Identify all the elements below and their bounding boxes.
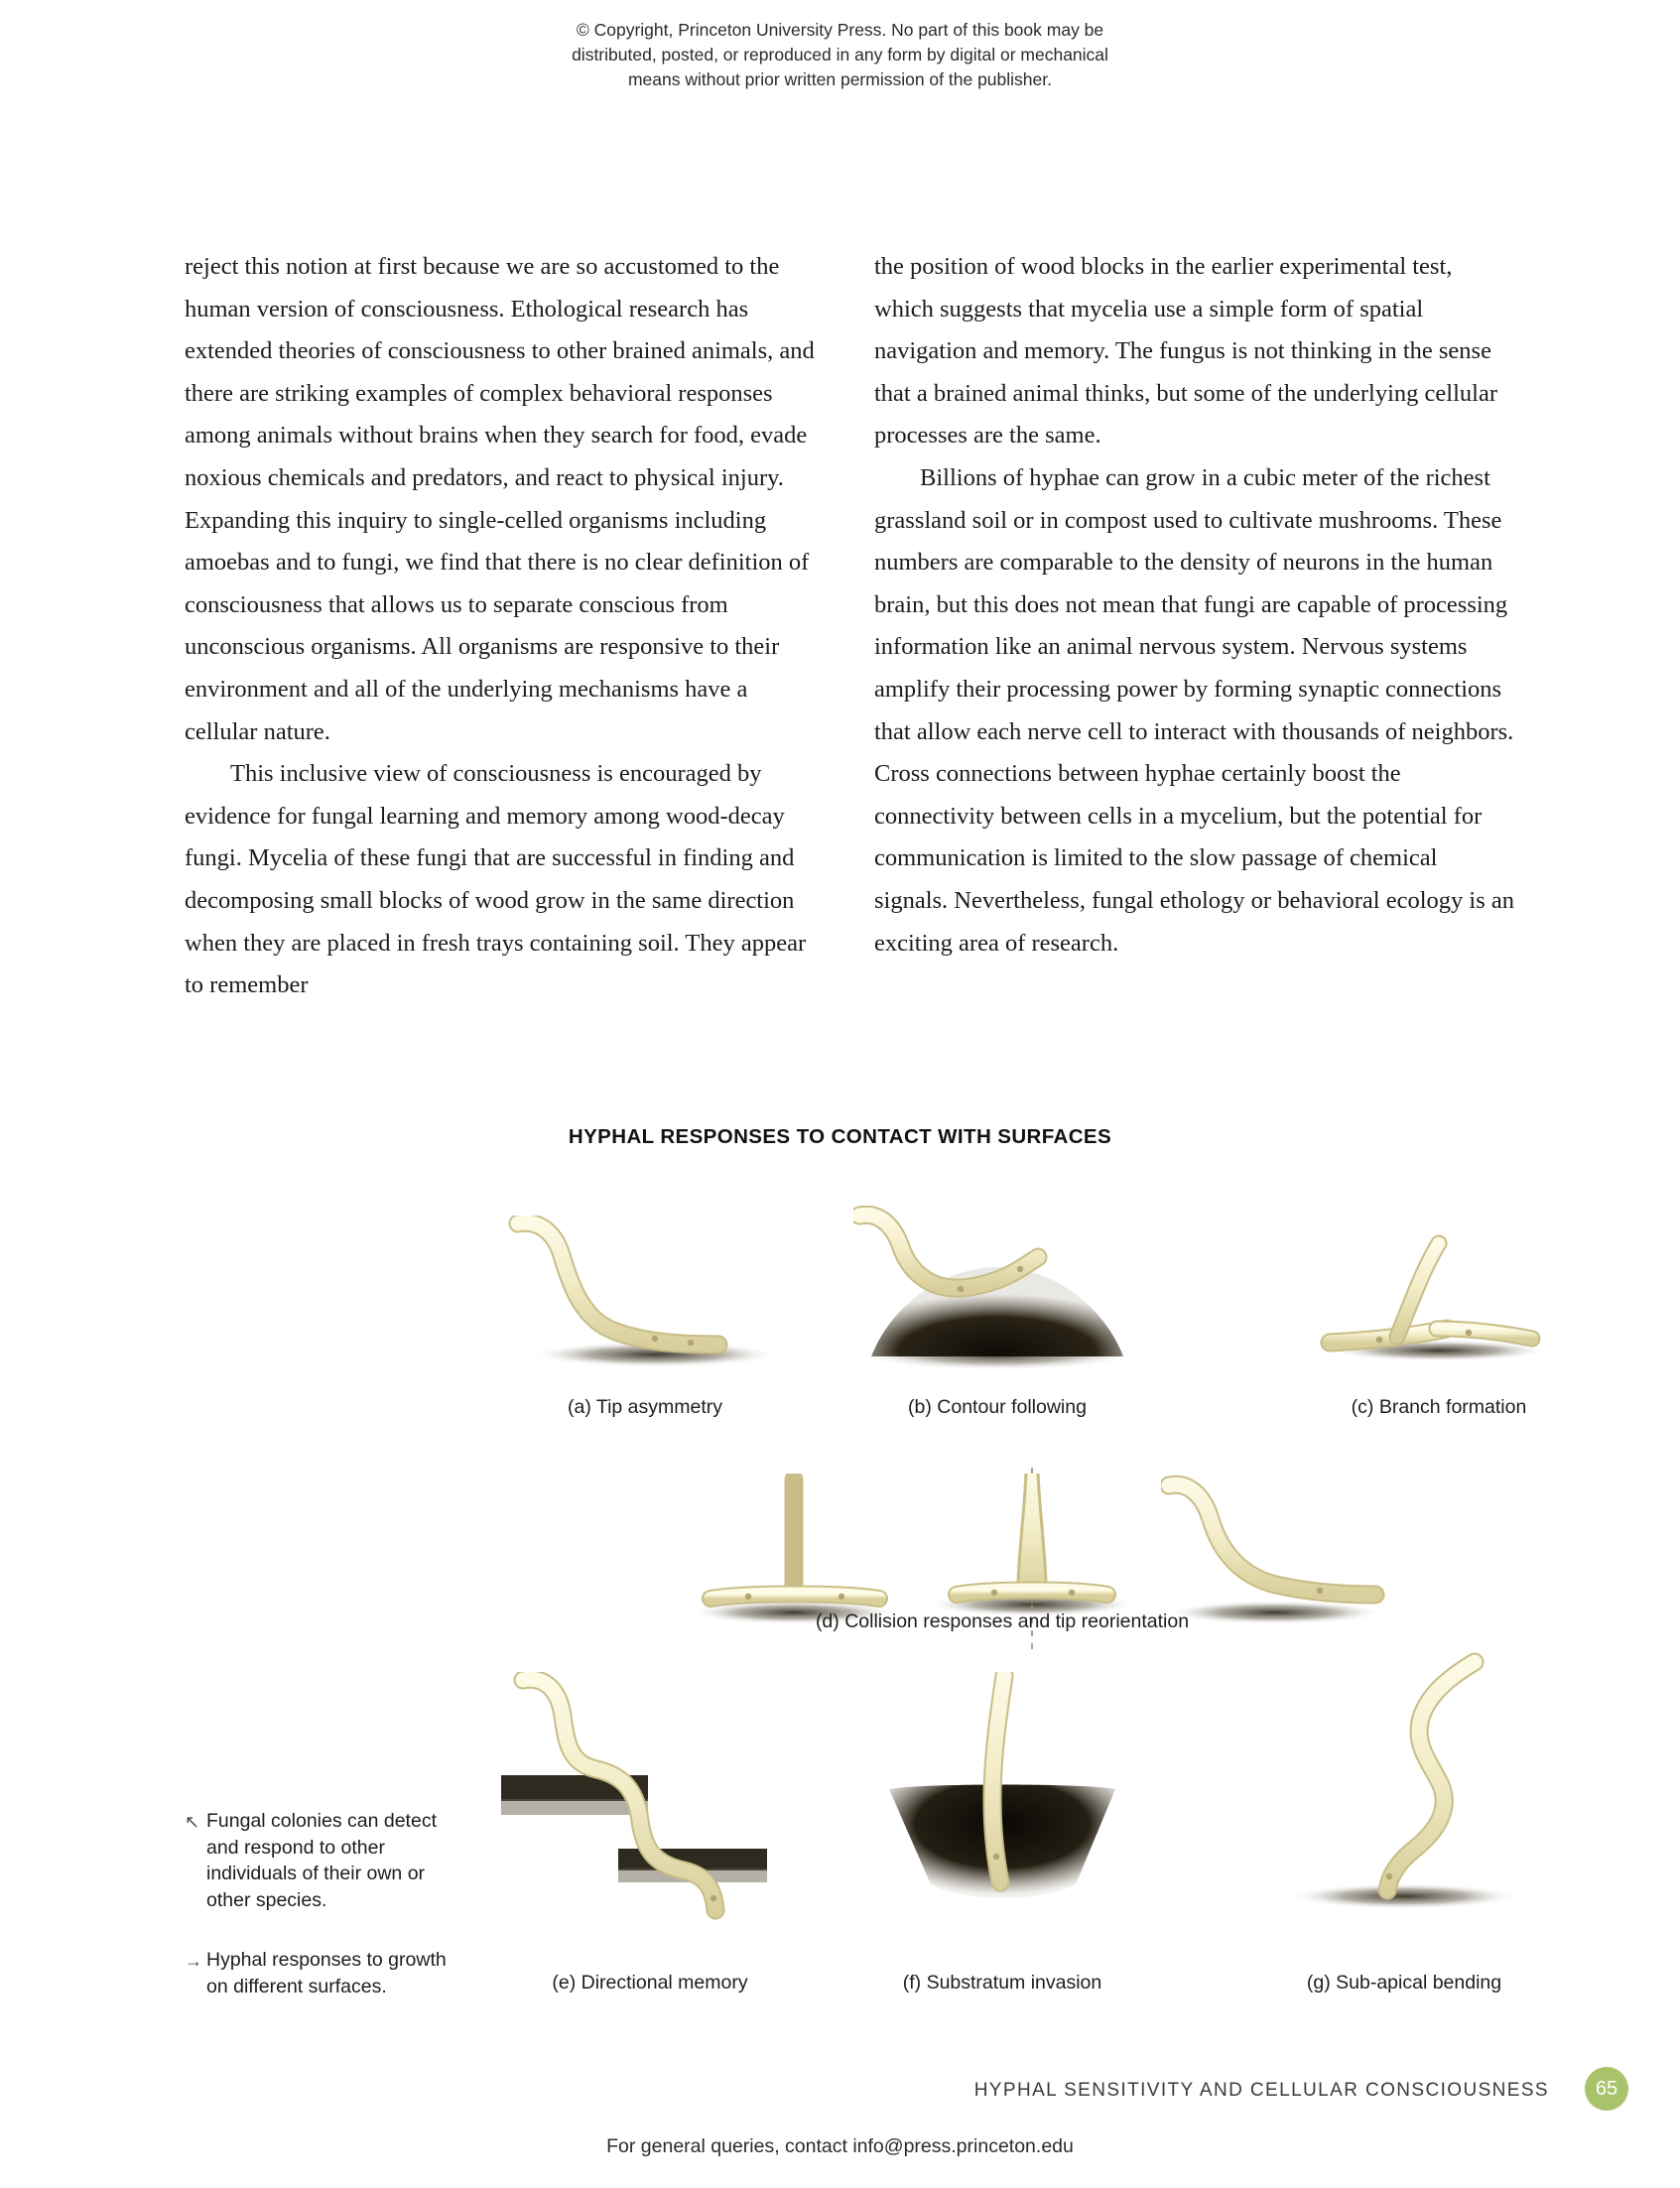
illustration-collision-reorientation [1161,1474,1389,1632]
copyright-line-3: means without prior written permission of the publisher. [627,68,1052,89]
margin-note-text: Fungal colonies can detect and respond to other individuals of their own or other species. [206,1810,437,1911]
illustration-tip-asymmetry [506,1216,784,1374]
caption-f: (f) Substratum invasion [902,1972,1102,1994]
caption-c: (c) Branch formation [1351,1396,1527,1418]
left-column [185,246,825,1007]
paragraph: the position of wood blocks in the earlier experimental test, which suggests that mycelia use a simple form of spatial navigation and memory. The fungus is not thinking in the sense that a brained animal thinks, but some of the underlying cellular processes are the same. [874,253,1497,450]
illustration-directional-memory [501,1672,799,1920]
illustration-sub-apical-bending [1280,1652,1528,1920]
copyright-line-2: distributed, posted, or reproduced in any form by digital or mechanical [572,44,1108,64]
illustration-branch-formation [1320,1233,1558,1372]
running-head: HYPHAL SENSITIVITY AND CELLULAR CONSCIOUSNESS [973,2080,1549,2101]
caption-g: (g) Sub-apical bending [1306,1972,1502,1994]
paragraph: This inclusive view of consciousness is encouraged by evidence for fungal learning and memory among wood-decay fungi. Mycelia of these fungi that are successful in finding and decomposing small blocks of wood grow in the same direction when they are placed in fresh trays containing soil. They appear to remember [185,760,807,999]
margin-note-text: Hyphal responses to growth on different surfaces. [206,1949,447,1997]
arrow-right-icon: → [185,1951,202,1971]
general-queries-line: For general queries, contact info@press.princeton.edu [606,2135,1074,2157]
margin-note-colonies [185,1808,459,1913]
illustration-contour-following [853,1206,1141,1379]
copyright-line-1: © Copyright, Princeton University Press. No part of this book may be [576,20,1104,40]
paragraph: reject this notion at first because we are so accustomed to the human version of consciousness. Ethological research has extended theories of consciousness to other brained animals, and there are striking examples of complex behavioral responses among animals without brains when they search for food, evade noxious chemicals and predators, and react to physical injury. Expanding this inquiry to single-celled organisms including amoebas and to fungi, we find that there is no clear definition of consciousness that allows us to separate conscious from unconscious organisms. All organisms are responsive to their environment and all of the underlying mechanisms have a cellular nature. [185,253,815,745]
body-columns [185,246,1514,1007]
illustration-collision-perpendicular [685,1474,903,1632]
caption-a: (a) Tip asymmetry [567,1396,723,1418]
illustration-substratum-invasion [873,1672,1131,1920]
caption-b: (b) Contour following [908,1396,1087,1418]
copyright-notice [0,18,1680,92]
arrow-up-left-icon: ↖ [185,1812,200,1832]
caption-e: (e) Directional memory [552,1972,748,1994]
figure-title: HYPHAL RESPONSES TO CONTACT WITH SURFACES [568,1125,1112,1148]
margin-note-responses [185,1947,459,1999]
page-number-badge: 65 [1585,2067,1628,2111]
paragraph: Billions of hyphae can grow in a cubic meter of the richest grassland soil or in compost used to cultivate mushrooms. These numbers are comparable to the density of neurons in the human brain, but this does not mean that fungi are capable of processing information like an animal nervous system. Nervous systems amplify their processing power by forming synaptic connections that allow each nerve cell to interact with thousands of neighbors. Cross connections between hyphae certainly boost the connectivity between cells in a mycelium, but the potential for communication is limited to the slow passage of chemical signals. Nevertheless, fungal ethology or behavioral ecology is an exciting area of research. [874,463,1514,957]
caption-d: (d) Collision responses and tip reorientation [815,1610,1190,1632]
right-column [874,246,1514,1007]
